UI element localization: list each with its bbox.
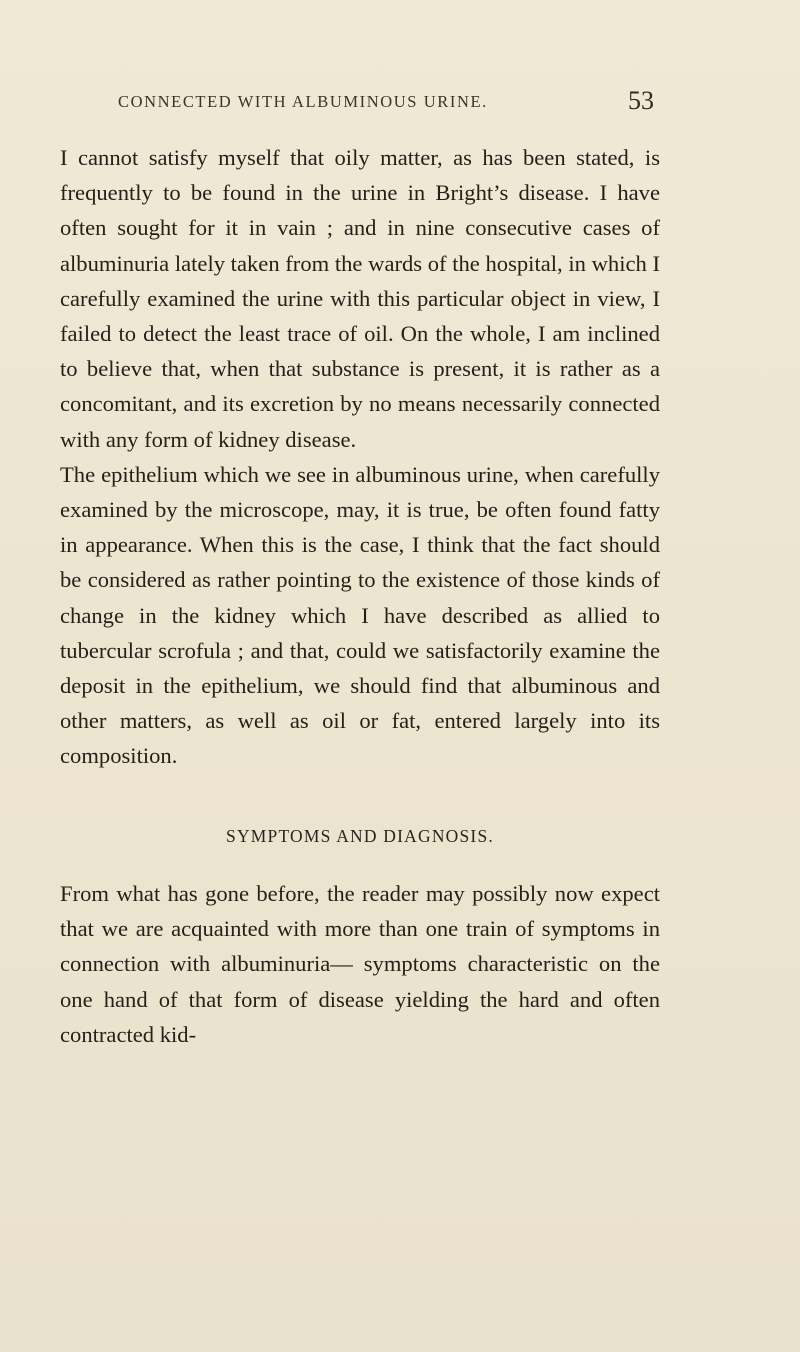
- running-head: CONNECTED WITH ALBUMINOUS URINE.: [118, 92, 488, 111]
- section-heading: SYMPTOMS AND DIAGNOSIS.: [226, 826, 494, 846]
- page-number: 53: [628, 86, 654, 115]
- paragraph: The epithelium which we see in albuminous urine, when carefully examined by the microscope, may, it is true, be often found fatty in appearance. When this is the case, I think that the fact should be considered as rather pointing to the existence of those kinds of change in the kidney which I have described as allied to tubercular scrofula ; and that, could we satisfactorily examine the deposit in the epithelium, we should find that albuminous and other matters, as well as oil or fat, entered largely into its composition.: [60, 461, 660, 769]
- main-text: [60, 140, 660, 774]
- paragraph: I cannot satisfy myself that oily matter, as has been stated, is frequently to be found in the urine in Bright’s disease. I have often sought for it in vain ; and in nine consecutive cases of albuminuria lately taken from the wards of the hospital, in which I carefully examined the urine with this particular object in view, I failed to detect the least trace of oil. On the whole, I am inclined to believe that, when that substance is present, it is rather as a concomitant, and its excretion by no means necessarily connected with any form of kidney disease.: [60, 145, 660, 452]
- page-header: [118, 88, 654, 118]
- paragraph: From what has gone before, the reader may possibly now expect that we are acquainted with more than one train of symptoms in connection with albuminuria— symptoms characteristic on the one hand of that form of disease yielding the hard and often contracted kid-: [60, 881, 660, 1047]
- section-text: [60, 876, 660, 1052]
